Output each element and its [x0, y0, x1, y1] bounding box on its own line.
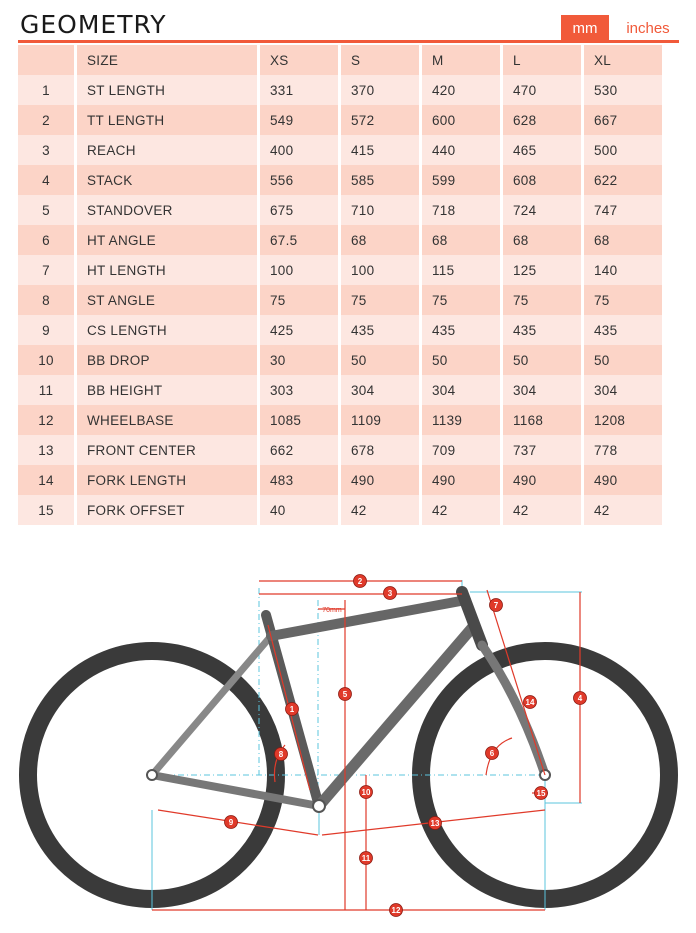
svg-text:3: 3: [387, 589, 393, 598]
cell-xl: 622: [584, 165, 662, 195]
cell-m: 115: [422, 255, 500, 285]
cell-l: 465: [503, 135, 581, 165]
row-number: 5: [18, 195, 74, 225]
column-header-m: M: [422, 45, 500, 75]
cell-xl: 747: [584, 195, 662, 225]
cell-m: 1139: [422, 405, 500, 435]
row-measurement-name: BB HEIGHT: [77, 375, 257, 405]
cell-xs: 483: [260, 465, 338, 495]
cell-s: 42: [341, 495, 419, 525]
cell-s: 100: [341, 255, 419, 285]
cell-s: 710: [341, 195, 419, 225]
cell-m: 435: [422, 315, 500, 345]
cell-xl: 304: [584, 375, 662, 405]
cell-m: 420: [422, 75, 500, 105]
rear-axle: [147, 770, 157, 780]
svg-text:10: 10: [361, 788, 371, 797]
cell-xl: 140: [584, 255, 662, 285]
cell-s: 1109: [341, 405, 419, 435]
svg-text:1: 1: [289, 705, 295, 714]
svg-text:14: 14: [525, 698, 535, 707]
marker-1: [286, 703, 299, 716]
marker-12: [390, 904, 403, 917]
svg-text:6: 6: [489, 749, 495, 758]
table-row: [18, 135, 662, 165]
marker-11: [360, 852, 373, 865]
cell-m: 42: [422, 495, 500, 525]
svg-text:13: 13: [430, 819, 440, 828]
row-number: 9: [18, 315, 74, 345]
row-number: 13: [18, 435, 74, 465]
cell-m: 490: [422, 465, 500, 495]
unit-mm-toggle[interactable]: mm: [561, 15, 609, 43]
row-number: 6: [18, 225, 74, 255]
cell-l: 75: [503, 285, 581, 315]
table-row: [18, 345, 662, 375]
cell-m: 599: [422, 165, 500, 195]
row-measurement-name: WHEELBASE: [77, 405, 257, 435]
svg-text:15: 15: [536, 789, 546, 798]
cell-s: 678: [341, 435, 419, 465]
row-number: 2: [18, 105, 74, 135]
row-measurement-name: REACH: [77, 135, 257, 165]
table-row: [18, 465, 662, 495]
cell-xl: 50: [584, 345, 662, 375]
svg-text:9: 9: [228, 818, 234, 827]
row-measurement-name: STANDOVER: [77, 195, 257, 225]
table-row: [18, 495, 662, 525]
cell-s: 572: [341, 105, 419, 135]
cell-xl: 490: [584, 465, 662, 495]
table-row: [18, 315, 662, 345]
marker-14: [524, 696, 537, 709]
table-row: [18, 225, 662, 255]
table-row: [18, 285, 662, 315]
marker-15: [535, 787, 548, 800]
cell-xs: 675: [260, 195, 338, 225]
cell-l: 608: [503, 165, 581, 195]
cell-s: 415: [341, 135, 419, 165]
column-header-l: L: [503, 45, 581, 75]
column-header-size: SIZE: [77, 45, 257, 75]
cell-xs: 425: [260, 315, 338, 345]
table-row: [18, 405, 662, 435]
cell-s: 304: [341, 375, 419, 405]
cell-xs: 1085: [260, 405, 338, 435]
cell-l: 304: [503, 375, 581, 405]
cell-xs: 400: [260, 135, 338, 165]
cell-l: 68: [503, 225, 581, 255]
cell-l: 125: [503, 255, 581, 285]
cell-s: 435: [341, 315, 419, 345]
bottom-bracket: [313, 800, 325, 812]
page-title: GEOMETRY: [20, 10, 167, 39]
column-header-xs: XS: [260, 45, 338, 75]
marker-6: [486, 747, 499, 760]
cell-l: 470: [503, 75, 581, 105]
cell-m: 68: [422, 225, 500, 255]
cell-xs: 662: [260, 435, 338, 465]
svg-text:7: 7: [493, 601, 499, 610]
cell-s: 75: [341, 285, 419, 315]
cell-xs: 556: [260, 165, 338, 195]
column-header-s: S: [341, 45, 419, 75]
cell-s: 585: [341, 165, 419, 195]
marker-10: [360, 786, 373, 799]
cell-s: 68: [341, 225, 419, 255]
cell-s: 50: [341, 345, 419, 375]
marker-8: [275, 748, 288, 761]
column-header-xl: XL: [584, 45, 662, 75]
geometry-table: [15, 45, 665, 525]
cell-xl: 530: [584, 75, 662, 105]
cell-m: 718: [422, 195, 500, 225]
cell-l: 737: [503, 435, 581, 465]
cell-m: 75: [422, 285, 500, 315]
cell-l: 50: [503, 345, 581, 375]
table-row: [18, 435, 662, 465]
bike-geometry-diagram: [0, 555, 696, 933]
marker-4: [574, 692, 587, 705]
svg-text:5: 5: [342, 690, 348, 699]
cell-xs: 67.5: [260, 225, 338, 255]
cell-xl: 778: [584, 435, 662, 465]
cell-xs: 40: [260, 495, 338, 525]
cell-l: 1168: [503, 405, 581, 435]
row-number: 10: [18, 345, 74, 375]
cell-l: 435: [503, 315, 581, 345]
row-number: 1: [18, 75, 74, 105]
row-measurement-name: STACK: [77, 165, 257, 195]
marker-2: [354, 575, 367, 588]
row-measurement-name: BB DROP: [77, 345, 257, 375]
row-measurement-name: HT ANGLE: [77, 225, 257, 255]
header-divider: [18, 40, 679, 43]
row-number: 11: [18, 375, 74, 405]
cell-xs: 75: [260, 285, 338, 315]
row-number: 14: [18, 465, 74, 495]
cell-xl: 500: [584, 135, 662, 165]
cell-xl: 68: [584, 225, 662, 255]
svg-text:4: 4: [577, 694, 583, 703]
row-measurement-name: FORK LENGTH: [77, 465, 257, 495]
cell-l: 42: [503, 495, 581, 525]
row-measurement-name: ST LENGTH: [77, 75, 257, 105]
cell-xs: 331: [260, 75, 338, 105]
table-row: [18, 375, 662, 405]
row-number: 4: [18, 165, 74, 195]
svg-text:11: 11: [361, 854, 371, 863]
row-number: 3: [18, 135, 74, 165]
cell-m: 709: [422, 435, 500, 465]
cell-m: 600: [422, 105, 500, 135]
cell-m: 440: [422, 135, 500, 165]
row-measurement-name: ST ANGLE: [77, 285, 257, 315]
cell-xl: 1208: [584, 405, 662, 435]
cell-xl: 435: [584, 315, 662, 345]
cell-m: 50: [422, 345, 500, 375]
marker-9: [225, 816, 238, 829]
cell-xl: 75: [584, 285, 662, 315]
svg-text:12: 12: [391, 906, 401, 915]
cell-l: 628: [503, 105, 581, 135]
table-row: [18, 105, 662, 135]
cell-s: 490: [341, 465, 419, 495]
header-num-cell: [18, 45, 74, 75]
table-row: [18, 165, 662, 195]
cell-xs: 303: [260, 375, 338, 405]
row-measurement-name: HT LENGTH: [77, 255, 257, 285]
row-number: 7: [18, 255, 74, 285]
cell-l: 490: [503, 465, 581, 495]
cell-l: 724: [503, 195, 581, 225]
row-measurement-name: FORK OFFSET: [77, 495, 257, 525]
geometry-header: [18, 10, 678, 40]
svg-text:8: 8: [278, 750, 284, 759]
marker-7: [490, 599, 503, 612]
row-measurement-name: TT LENGTH: [77, 105, 257, 135]
offset-label: 70mm: [322, 607, 342, 614]
table-row: [18, 75, 662, 105]
row-number: 8: [18, 285, 74, 315]
table-row: [18, 195, 662, 225]
marker-13: [429, 817, 442, 830]
row-number: 15: [18, 495, 74, 525]
cell-m: 304: [422, 375, 500, 405]
cell-xl: 667: [584, 105, 662, 135]
row-number: 12: [18, 405, 74, 435]
row-measurement-name: CS LENGTH: [77, 315, 257, 345]
table-header-row: [18, 45, 662, 75]
table-row: [18, 255, 662, 285]
cell-xs: 100: [260, 255, 338, 285]
row-measurement-name: FRONT CENTER: [77, 435, 257, 465]
marker-5: [339, 688, 352, 701]
marker-3: [384, 587, 397, 600]
cell-xl: 42: [584, 495, 662, 525]
cell-s: 370: [341, 75, 419, 105]
unit-inches-toggle[interactable]: inches: [626, 20, 670, 37]
cell-xs: 549: [260, 105, 338, 135]
cell-xs: 30: [260, 345, 338, 375]
svg-text:2: 2: [357, 577, 363, 586]
